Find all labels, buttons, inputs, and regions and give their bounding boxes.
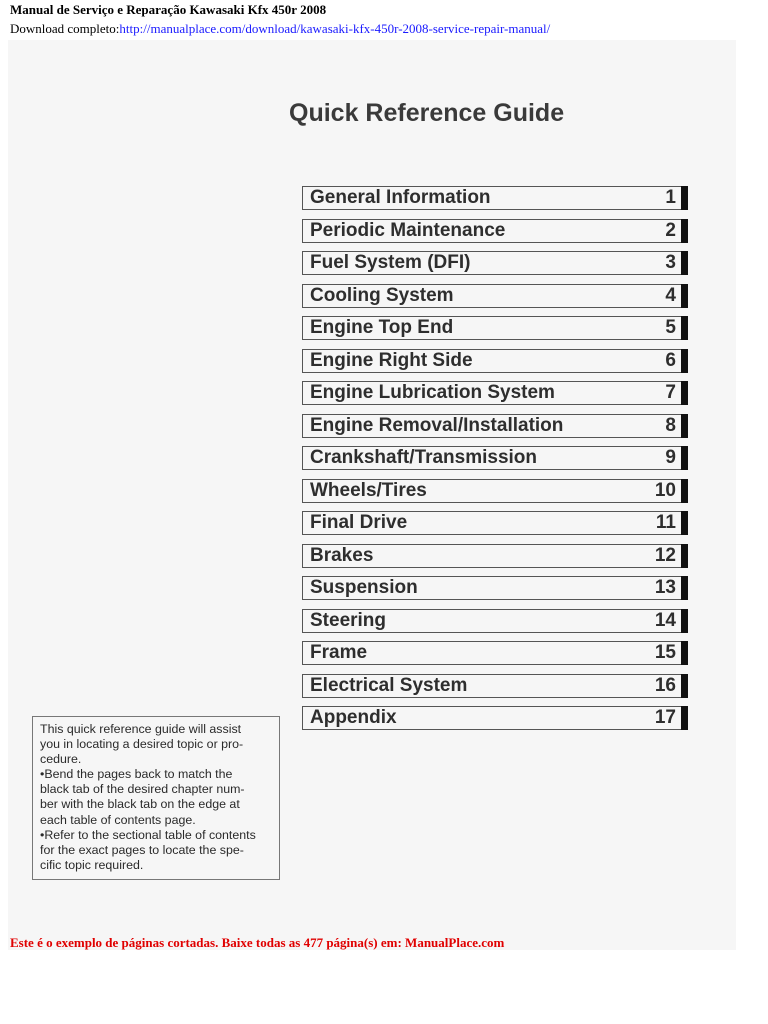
note-line: for the exact pages to locate the spe- [40, 842, 244, 857]
chapter-row[interactable] [302, 186, 688, 210]
chapter-black-tab [681, 511, 688, 535]
note-line: •Refer to the sectional table of contents [40, 827, 256, 842]
note-line: black tab of the desired chapter num- [40, 782, 245, 797]
chapter-row[interactable] [302, 609, 688, 633]
chapter-number: 2 [665, 219, 676, 241]
download-line [10, 21, 550, 37]
chapter-black-tab [681, 544, 688, 568]
guide-title: Quick Reference Guide [289, 99, 565, 127]
chapter-label: Cooling System [310, 284, 454, 306]
chapter-row[interactable] [302, 674, 688, 698]
chapter-label: Frame [310, 642, 368, 663]
chapter-label: Wheels/Tires [310, 479, 427, 501]
chapter-number: 15 [654, 642, 676, 663]
chapter-black-tab [681, 219, 688, 243]
chapter-black-tab [681, 251, 688, 275]
chapter-number: 12 [654, 544, 676, 566]
chapter-number: 11 [655, 512, 676, 533]
chapter-label: Suspension [310, 577, 418, 598]
chapter-number: 9 [665, 447, 676, 468]
chapter-row[interactable] [302, 544, 688, 568]
chapter-black-tab [681, 446, 688, 470]
chapter-label: Engine Top End [310, 317, 454, 338]
chapter-black-tab [681, 316, 688, 340]
document-title: Manual de Serviço e Reparação Kawasaki Kfx 450r 2008 [10, 2, 327, 17]
chapter-row[interactable] [302, 446, 688, 470]
chapter-label: Engine Removal/Installation [310, 414, 564, 436]
chapter-black-tab [681, 284, 688, 308]
note-line: •Bend the pages back to match the [40, 767, 233, 782]
chapter-row[interactable] [302, 284, 688, 308]
chapter-number: 4 [665, 284, 676, 306]
chapter-label: Periodic Maintenance [310, 219, 506, 241]
chapter-black-tab [681, 674, 688, 698]
chapter-number: 7 [665, 382, 676, 403]
chapter-label: Crankshaft/Transmission [310, 447, 538, 468]
chapter-label: Steering [310, 609, 387, 631]
footer-notice: Este é o exemplo de páginas cortadas. Baixe todas as 477 página(s) em: ManualPlace.com [10, 935, 505, 950]
chapter-label: Final Drive [310, 512, 408, 533]
chapter-black-tab [681, 641, 688, 665]
note-line: each table of contents page. [40, 812, 196, 827]
chapter-label: Engine Right Side [310, 349, 473, 371]
chapter-number: 5 [665, 317, 676, 338]
chapter-row[interactable] [302, 641, 688, 665]
chapter-black-tab [681, 576, 688, 600]
chapter-row[interactable] [302, 349, 688, 373]
chapter-row[interactable] [302, 479, 688, 503]
chapter-black-tab [681, 414, 688, 438]
chapter-number: 1 [665, 187, 676, 208]
chapter-number: 3 [665, 252, 676, 273]
chapter-label: Brakes [310, 544, 374, 566]
chapter-row[interactable] [302, 381, 688, 405]
chapter-number: 10 [654, 479, 676, 501]
chapter-black-tab [681, 186, 688, 210]
chapter-row[interactable] [302, 576, 688, 600]
chapter-row[interactable] [302, 511, 688, 535]
chapter-number: 8 [665, 414, 676, 436]
chapter-black-tab [681, 706, 688, 730]
chapter-row[interactable] [302, 706, 688, 730]
chapter-label: Engine Lubrication System [310, 382, 555, 403]
chapter-row[interactable] [302, 316, 688, 340]
chapter-black-tab [681, 349, 688, 373]
note-line: cedure. [40, 752, 82, 767]
chapter-label: General Information [310, 187, 491, 208]
chapter-black-tab [681, 381, 688, 405]
instruction-note [32, 716, 280, 880]
chapter-black-tab [681, 609, 688, 633]
chapter-number: 6 [665, 349, 676, 371]
chapter-row[interactable] [302, 251, 688, 275]
chapter-black-tab [681, 479, 688, 503]
chapter-label: Appendix [310, 707, 397, 728]
chapter-number: 17 [654, 707, 676, 728]
note-line: cific topic required. [40, 857, 144, 872]
note-line: you in locating a desired topic or pro- [40, 737, 244, 752]
chapter-row[interactable] [302, 219, 688, 243]
chapter-number: 14 [654, 609, 676, 631]
chapter-label: Fuel System (DFI) [310, 252, 471, 273]
chapter-number: 16 [654, 674, 676, 696]
note-line: This quick reference guide will assist [40, 722, 242, 736]
chapter-label: Electrical System [310, 674, 468, 696]
chapter-row[interactable] [302, 414, 688, 438]
download-link[interactable]: http://manualplace.com/download/kawasaki-kfx-450r-2008-service-repair-manual/ [119, 21, 551, 36]
download-label: Download completo: [10, 21, 120, 36]
chapter-number: 13 [654, 577, 676, 598]
note-line: ber with the black tab on the edge at [40, 797, 240, 812]
